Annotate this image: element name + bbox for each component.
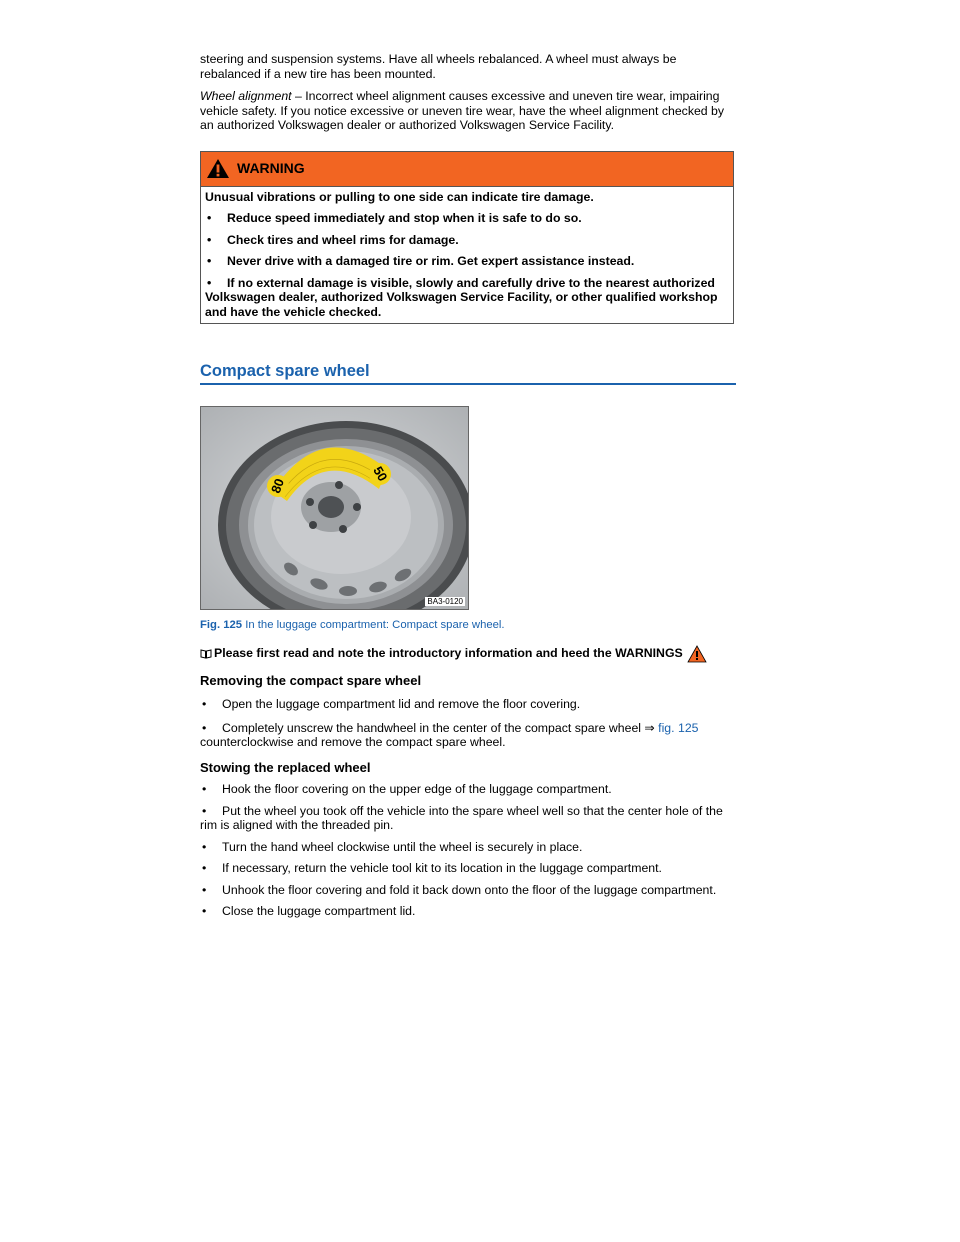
manual-page xyxy=(200,52,736,919)
warning-item: • Reduce speed immediately and stop when it is safe to do so. xyxy=(207,211,582,225)
read-note xyxy=(200,645,736,663)
warning-item: • Never drive with a damaged tire or rim. Get expert assistance instead. xyxy=(207,254,635,268)
spare-wheel-illustration xyxy=(201,407,468,609)
figure-caption-text: In the luggage compartment: Compact spare wheel. xyxy=(242,619,505,631)
warning-title: WARNING xyxy=(237,160,305,177)
figure-label-50: 50 xyxy=(365,459,395,489)
step-text: Open the luggage compartment lid and remove the floor covering. xyxy=(222,697,581,711)
warning-item: • Check tires and wheel rims for damage. xyxy=(207,232,459,247)
figure-label-80: 80 xyxy=(264,472,292,500)
list-item: • If necessary, return the vehicle tool kit to its location in the luggage compartment. xyxy=(202,861,662,875)
list-item: • Completely unscrew the handwheel in the center of the compact spare wheel ⇒ fig. 125 counterclockwise and remove the compact spare wheel. xyxy=(200,720,699,749)
step-text: If necessary, return the vehicle tool kit to its location in the luggage compartment. xyxy=(222,861,662,875)
warning-body xyxy=(201,187,733,324)
read-note-text: Please first read and note the introductory information and heed the WARNINGS xyxy=(214,646,683,661)
section-title: Compact spare wheel xyxy=(200,362,736,385)
warning-header xyxy=(201,152,733,187)
step-text: Turn the hand wheel clockwise until the wheel is securely in place. xyxy=(222,839,583,854)
fig-125-link[interactable]: fig. 125 xyxy=(658,720,699,735)
list-item: • Unhook the floor covering and fold it back down onto the floor of the luggage compartment. xyxy=(202,882,717,897)
warning-triangle-icon xyxy=(206,158,230,179)
list-item: • Turn the hand wheel clockwise until the wheel is securely in place. xyxy=(202,839,583,854)
list-item: • Hook the floor covering on the upper edge of the luggage compartment. xyxy=(202,782,612,796)
step-text: Close the luggage compartment lid. xyxy=(222,904,416,918)
warning-item-text: Never drive with a damaged tire or rim. Get expert assistance instead. xyxy=(227,254,635,268)
list-item: • Close the luggage compartment lid. xyxy=(202,904,416,918)
warning-lead: Unusual vibrations or pulling to one side can indicate tire damage. xyxy=(205,189,594,204)
book-icon xyxy=(200,648,212,659)
step-text: counterclockwise and remove the compact spare wheel. xyxy=(200,735,506,749)
warning-list xyxy=(205,211,728,319)
wheel-alignment-term: Wheel alignment xyxy=(200,89,292,103)
warning-item: • If no external damage is visible, slowly and carefully drive to the nearest authorized Volkswagen dealer, authorized Volkswagen Service Facility, or other qualified workshop and have the vehicle checked. xyxy=(205,275,718,319)
stowing-steps xyxy=(200,782,736,919)
warning-box xyxy=(200,151,734,325)
intro-paragraph: steering and suspension systems. Have all wheels rebalanced. A wheel must always be rebalanced if a new tire has been mounted. xyxy=(200,52,677,81)
removing-heading: Removing the compact spare wheel xyxy=(200,672,422,688)
list-item: • Open the luggage compartment lid and remove the floor covering. xyxy=(202,697,581,711)
wheel-alignment-paragraph xyxy=(200,89,736,133)
warning-item-text: If no external damage is visible, slowly and carefully drive to the nearest authorized Volkswagen dealer, authorized Volkswagen Service Facility, or other qualified workshop and have the vehicle checked. xyxy=(205,275,718,319)
list-item: • Put the wheel you took off the vehicle into the spare wheel well so that the center hole of the rim is aligned with the threaded pin. xyxy=(200,803,723,832)
warning-item-text: Reduce speed immediately and stop when it is safe to do so. xyxy=(227,211,582,225)
step-text: Unhook the floor covering and fold it back down onto the floor of the luggage compartment. xyxy=(222,882,717,897)
step-text: Put the wheel you took off the vehicle into the spare wheel well so that the center hole of the rim is aligned with the threaded pin. xyxy=(200,803,723,832)
step-text: Hook the floor covering on the upper edge of the luggage compartment. xyxy=(222,782,612,796)
figure-code: BA3-0120 xyxy=(427,597,463,606)
removing-steps xyxy=(200,697,736,750)
step-text: Completely unscrew the handwheel in the center of the compact spare wheel ⇒ xyxy=(222,720,659,735)
warning-triangle-icon[interactable] xyxy=(687,645,707,663)
stowing-heading: Stowing the replaced wheel xyxy=(200,759,371,775)
warning-item-text: Check tires and wheel rims for damage. xyxy=(227,232,459,247)
spare-wheel-figure xyxy=(200,406,469,610)
figure-number: Fig. 125 xyxy=(200,619,243,631)
wheel-alignment-text: – Incorrect wheel alignment causes excessive and uneven tire wear, impairing vehicle safety. If you notice excessive or uneven tire wear, have the wheel alignment checked by an authorized Volkswagen dealer or authorized Volkswagen Service Facility. xyxy=(200,89,725,132)
figure-caption xyxy=(200,618,736,633)
